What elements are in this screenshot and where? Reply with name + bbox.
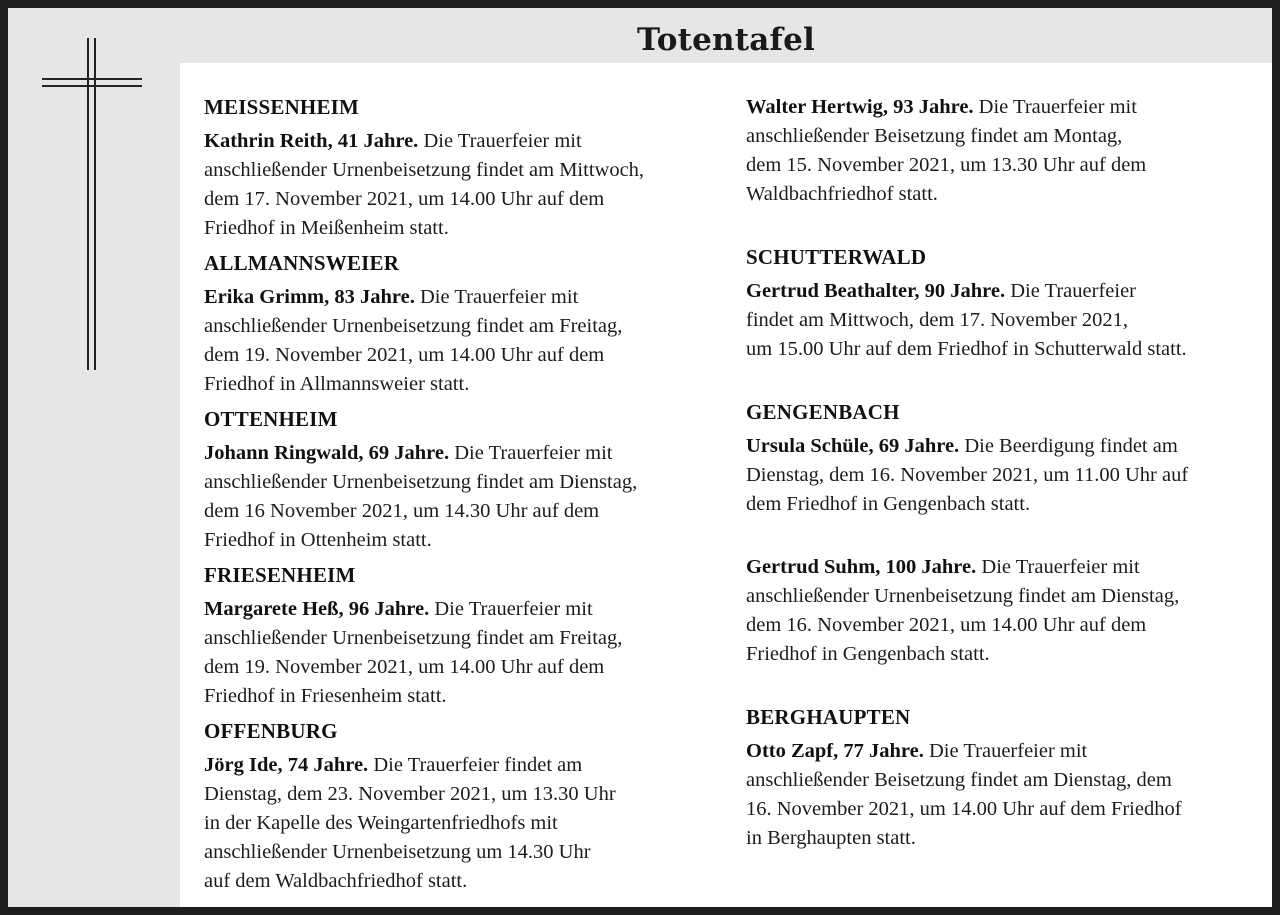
notice-text: Johann Ringwald, 69 Jahre. Die Trauerfeier mit anschließender Urnenbeisetzung findet am Dienstag, dem 16 November 2021, um 14.30 Uhr auf dem Friedhof in Ottenheim statt. <box>204 442 638 551</box>
notice-ottenheim <box>204 405 724 555</box>
deceased-name: Kathrin Reith, 41 Jahre. <box>204 130 419 152</box>
notice-friesenheim <box>204 561 724 711</box>
notice-text: Margarete Heß, 96 Jahre. Die Trauerfeier mit anschließender Urnenbeisetzung findet am Freitag, dem 19. November 2021, um 14.00 Uhr auf dem Friedhof in Friesenheim statt. <box>204 598 623 707</box>
place-heading: GENGENBACH <box>746 400 900 424</box>
place-heading: FRIESENHEIM <box>204 563 356 587</box>
deceased-name: Gertrud Suhm, 100 Jahre. <box>746 556 977 578</box>
notice-meissenheim <box>204 93 724 243</box>
notice-schutterwald: SCHUTTERWALD Gertrud Beathalter, 90 Jahre. Die Trauerfeier findet am Mittwoch, dem 17. November 2021, um 15.00 Uhr auf dem Friedhof in Schutterwald statt. <box>746 243 1266 364</box>
deceased-name: Johann Ringwald, 69 Jahre. <box>204 442 450 464</box>
deceased-name: Jörg Ide, 74 Jahre. <box>204 754 369 776</box>
cross-icon <box>42 38 142 370</box>
deceased-name: Walter Hertwig, 93 Jahre. <box>746 96 974 118</box>
notice-gengenbach-2: Gertrud Suhm, 100 Jahre. Die Trauerfeier mit anschließender Urnenbeisetzung findet am Dienstag, dem 16. November 2021, um 14.00 Uhr auf dem Friedhof in Gengenbach statt. <box>746 556 1180 665</box>
notice-offenburg <box>204 717 724 896</box>
deceased-name: Otto Zapf, 77 Jahre. <box>746 740 924 762</box>
notice-offenburg-continued: Walter Hertwig, 93 Jahre. Die Trauerfeier mit anschließender Beisetzung findet am Montag, dem 15. November 2021, um 13.30 Uhr auf dem Waldbachfriedhof statt. <box>746 96 1147 205</box>
notice-text: Kathrin Reith, 41 Jahre. Die Trauerfeier mit anschließender Urnenbeisetzung findet am Mittwoch, dem 17. November 2021, um 14.00 Uhr auf dem Friedhof in Meißenheim statt. <box>204 130 645 239</box>
deceased-name: Gertrud Beathalter, 90 Jahre. <box>746 280 1006 302</box>
notice-text: Jörg Ide, 74 Jahre. Die Trauerfeier findet am Dienstag, dem 23. November 2021, um 13.30 Uhr in der Kapelle des Weingartenfriedhofs mit anschließender Urnenbeisetzung um 14.30 Uhr auf dem Waldbachfriedhof statt. <box>204 754 616 892</box>
notice-gengenbach: GENGENBACH Ursula Schüle, 69 Jahre. Die Beerdigung findet am Dienstag, dem 16. November 2021, um 11.00 Uhr auf dem Friedhof in Gengenbach statt. <box>746 398 1266 519</box>
notices-panel <box>180 63 1272 907</box>
deceased-name: Erika Grimm, 83 Jahre. <box>204 286 415 308</box>
place-heading: OTTENHEIM <box>204 407 338 431</box>
right-column <box>746 93 1266 853</box>
notice-text: Erika Grimm, 83 Jahre. Die Trauerfeier mit anschließender Urnenbeisetzung findet am Freitag, dem 19. November 2021, um 14.00 Uhr auf dem Friedhof in Allmannsweier statt. <box>204 286 623 395</box>
place-heading: MEISSENHEIM <box>204 95 360 119</box>
notice-allmannsweier <box>204 249 724 399</box>
place-heading: BERGHAUPTEN <box>746 705 911 729</box>
deceased-name: Ursula Schüle, 69 Jahre. <box>746 435 960 457</box>
page-title: Totentafel <box>636 22 815 58</box>
place-heading: SCHUTTERWALD <box>746 245 927 269</box>
left-column <box>204 93 724 902</box>
place-heading: OFFENBURG <box>204 719 338 743</box>
obituary-frame <box>8 8 1272 907</box>
notice-berghaupten: BERGHAUPTEN Otto Zapf, 77 Jahre. Die Trauerfeier mit anschließender Beisetzung findet am Dienstag, dem 16. November 2021, um 14.00 Uhr auf dem Friedhof in Berghaupten statt. <box>746 703 1266 853</box>
place-heading: ALLMANNSWEIER <box>204 251 400 275</box>
deceased-name: Margarete Heß, 96 Jahre. <box>204 598 430 620</box>
